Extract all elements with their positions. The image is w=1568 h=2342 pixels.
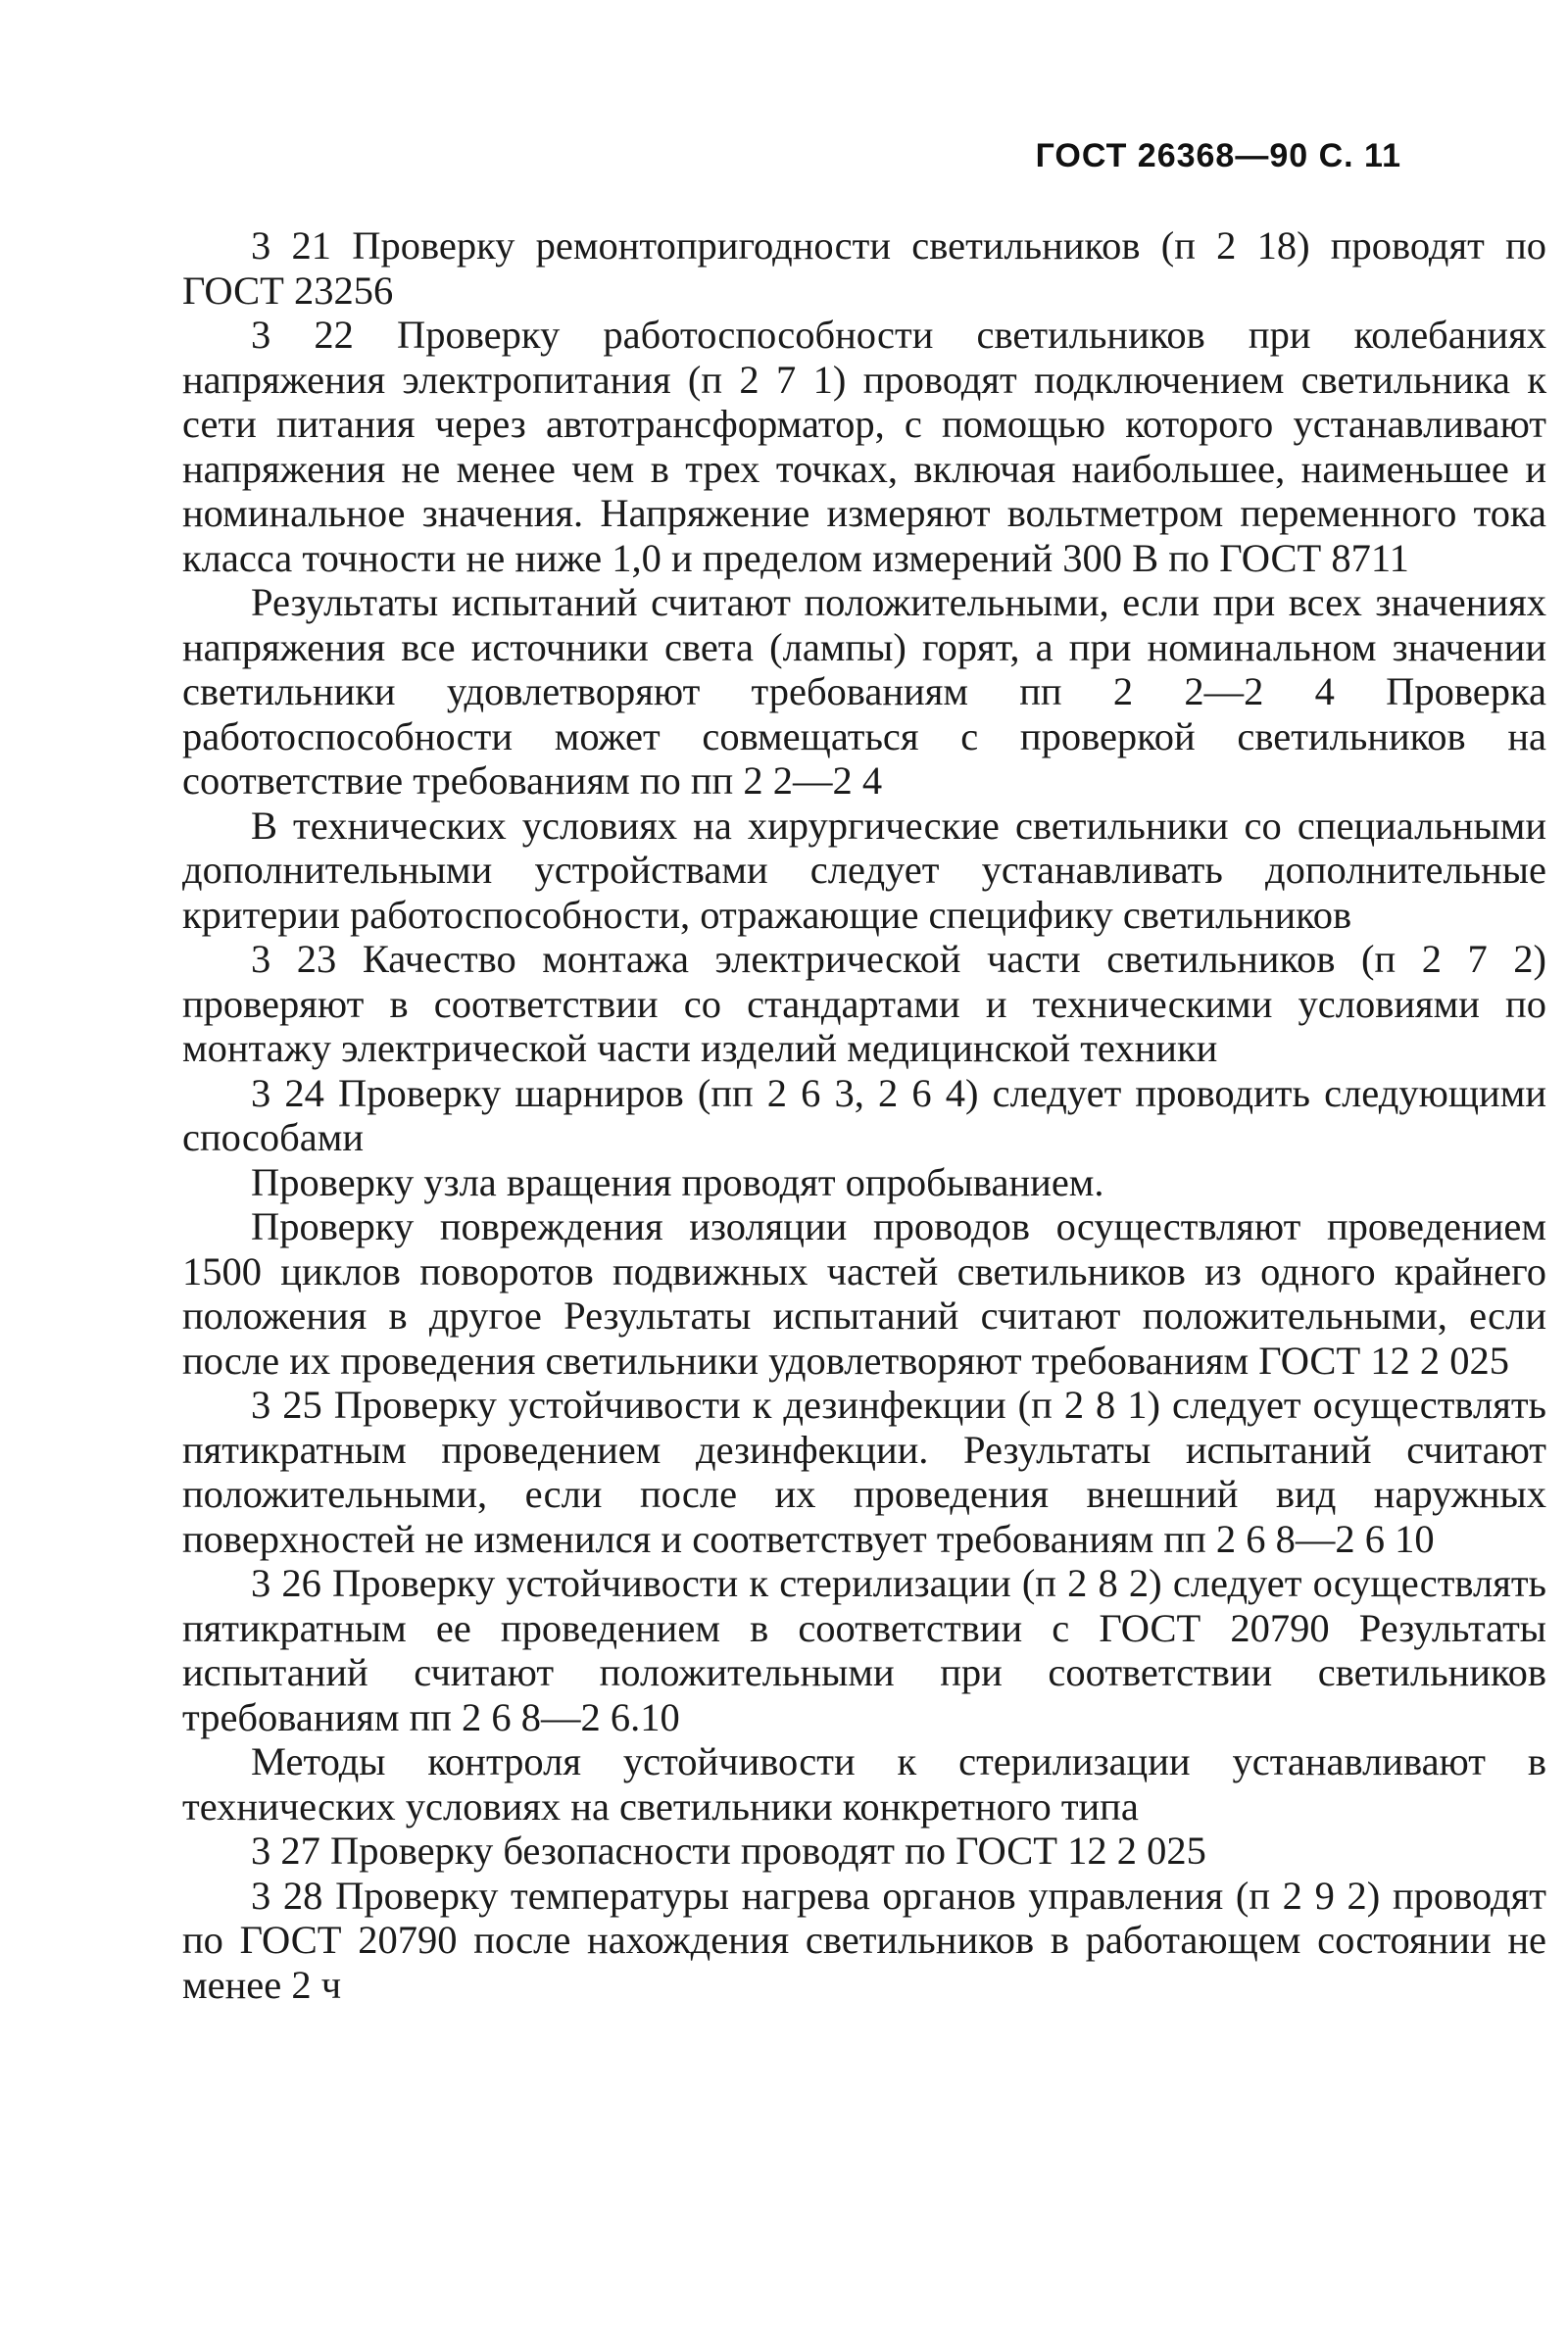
paragraph-3-25: 3 25 Проверку устойчивости к дезинфекции (п 2 8 1) следует осуществлять пятикратным проведением дезинфекции. Результаты испытаний считают положительными, если после их проведения внешний вид наружных поверхностей не изменился и соответствует требованиям пп 2 6 8—2 6 10 <box>182 1383 1546 1561</box>
paragraph-3-22-results: Результаты испытаний считают положительными, если при всех значениях напряжения все источники света (лампы) горят, а при номинальном значении светильники удовлетворяют требованиям пп 2 2—2 4 Проверка работоспособности может совмещаться с проверкой светильников на соответствие требованиям по пп 2 2—2 4 <box>182 580 1546 803</box>
paragraph-3-21: 3 21 Проверку ремонтопригодности светильников (п 2 18) проводят по ГОСТ 23256 <box>182 223 1546 313</box>
paragraph-3-27: 3 27 Проверку безопасности проводят по ГОСТ 12 2 025 <box>251 1829 1206 1873</box>
paragraph-3-24: 3 24 Проверку шарниров (пп 2 6 3, 2 6 4) следует проводить следующими способами <box>182 1070 1546 1159</box>
paragraph-3-24-rotation: Проверку узла вращения проводят опробыванием. <box>251 1159 1104 1204</box>
paragraph-3-23: 3 23 Качество монтажа электрической части светильников (п 2 7 2) проверяют в соответствии со стандартами и техническими условиями по монтажу электрической части изделий медицинской техники <box>182 937 1546 1070</box>
paragraph-3-22-surgical: В технических условиях на хирургические светильники со специальными дополнительными устройствами следует устанавливать дополнительные критерии работоспособности, отражающие специфику светильников <box>182 803 1546 937</box>
paragraph-3-26: 3 26 Проверку устойчивости к стерилизации (п 2 8 2) следует осуществлять пятикратным ее проведением в соответствии с ГОСТ 20790 Результаты испытаний считают положительными при соответствии светильников требованиям пп 2 6 8—2 6.10 <box>182 1561 1546 1739</box>
paragraph-3-22: 3 22 Проверку работоспособности светильников при колебаниях напряжения электропитания (п 2 7 1) проводят подключением светильника к сети питания через автотрансформатор, с помощью которого устанавливают напряжения не менее чем в трех точках, включая наибольшее, наименьшее и номинальное значения. Напряжение измеряют вольтметром переменного тока класса точности не ниже 1,0 и пределом измерений 300 В по ГОСТ 8711 <box>182 313 1546 580</box>
paragraph-3-28: 3 28 Проверку температуры нагрева органов управления (п 2 9 2) проводят по ГОСТ 20790 после нахождения светильников в работающем состоянии не менее 2 ч <box>182 1873 1546 2007</box>
paragraph-3-24-insulation: Проверку повреждения изоляции проводов осуществляют проведением 1500 циклов поворотов подвижных частей светильников из одного крайнего положения в другое Результаты испытаний считают положительными, если после их проведения светильники удовлетворяют требованиям ГОСТ 12 2 025 <box>182 1204 1546 1383</box>
paragraph-3-26-methods: Методы контроля устойчивости к стерилизации устанавливают в технических условиях на светильники конкретного типа <box>182 1739 1546 1829</box>
page-header: ГОСТ 26368—90 С. 11 <box>1035 137 1401 174</box>
document-body <box>182 223 1546 2007</box>
